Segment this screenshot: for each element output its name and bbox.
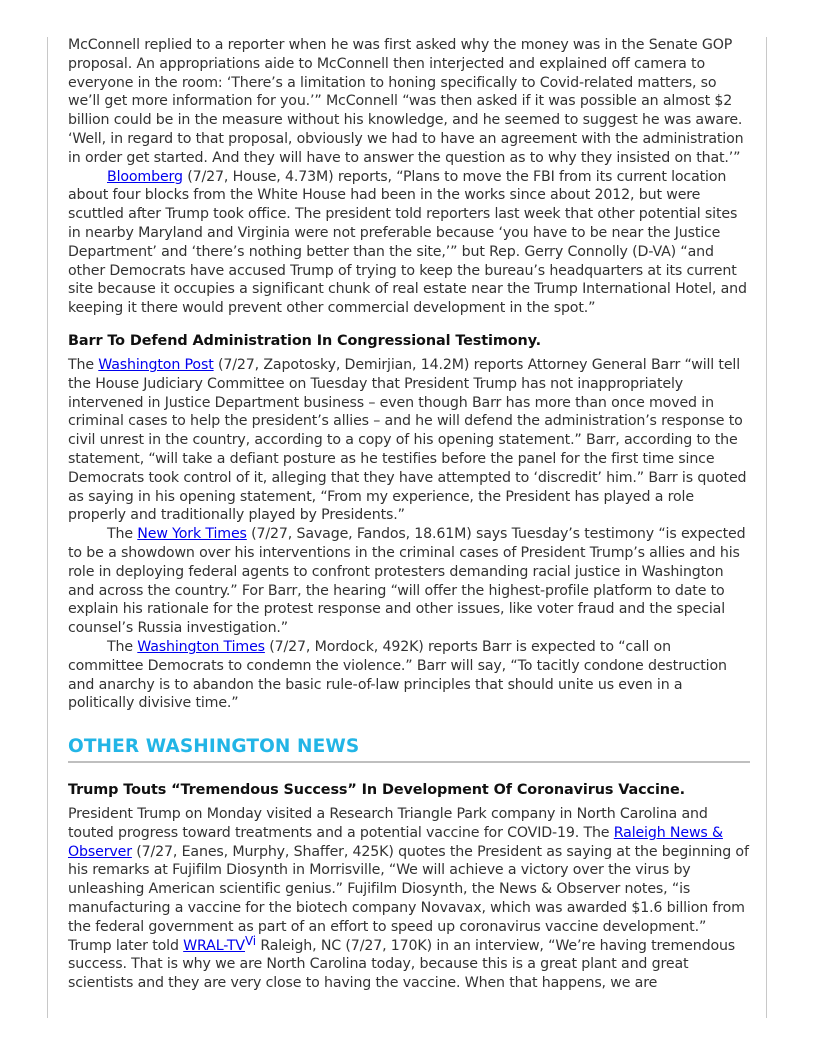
paragraph-prefix: President Trump on Monday visited a Research Triangle Park company in North Carolina and touted progress toward treatments and a potential vaccine for COVID-19. The xyxy=(68,806,708,841)
paragraph-text: (7/27, Mordock, 492K) reports Barr is expected to “call on committee Democrats to condemn the violence.” Barr will say, “To tacitly condone destruction and anarchy is to abandon the basic rule-of-law principles that should unite us even in a politically divisive time.” xyxy=(68,638,727,712)
wral-tv-link[interactable]: WRAL-TV xyxy=(183,937,245,954)
story-paragraph xyxy=(68,525,750,638)
paragraph-prefix: The xyxy=(107,638,138,655)
story-paragraph xyxy=(68,356,750,525)
video-icon[interactable]: Vi xyxy=(244,933,256,948)
story-heading: Trump Touts “Tremendous Success” In Development Of Coronavirus Vaccine. xyxy=(68,782,685,799)
washington-times-link[interactable]: Washington Times xyxy=(137,638,265,655)
story-paragraph xyxy=(68,638,750,713)
bloomberg-link[interactable]: Bloomberg xyxy=(107,168,183,185)
story-paragraph xyxy=(68,168,750,318)
paragraph-prefix: The xyxy=(107,526,138,543)
new-york-times-link[interactable]: New York Times xyxy=(137,526,247,543)
story-paragraph xyxy=(68,805,750,993)
paragraph-text: (7/27, Savage, Fandos, 18.61M) says Tuesday’s testimony “is expected to be a showdown over his interventions in the criminal cases of President Trump’s allies and his role in deploying federal agents to confront protesters demanding racial justice in Washington and across the country.” For Barr, the hearing “will offer the highest-profile platform to date to explain his rationale for the protest response and other issues, like voter fraud and the special counsel’s Russia investigation.” xyxy=(68,526,746,637)
paragraph-text: Raleigh, NC (7/27, 170K) in an interview, “We’re having tremendous success. That is why we are North Carolina today, because this is a great plant and great scientists and they are very close to having the vaccine. When that happens, we are xyxy=(68,937,736,992)
story-heading: Barr To Defend Administration In Congressional Testimony. xyxy=(68,332,542,349)
section-heading: OTHER WASHINGTON NEWS xyxy=(68,736,750,763)
paragraph-text: (7/27, House, 4.73M) reports, “Plans to move the FBI from its current location about four blocks from the White House had been in the works since about 2012, but were scuttled after Trump took office. The president told reporters last week that other potential sites in nearby Maryland and Virginia were not preferable because ‘you have to be near the Justice Department’ and ‘there’s nothing better than the site,’” but Rep. Gerry Connolly (D-VA) “and other Democrats have accused Trump of trying to keep the bureau’s headquarters at its current site because it occupies a significant chunk of real estate near the Trump International Hotel, and keeping it there would prevent other commercial development in the spot.” xyxy=(68,168,747,317)
paragraph-text: (7/27, Zapotosky, Demirjian, 14.2M) reports Attorney General Barr “will tell the House Judiciary Committee on Tuesday that President Trump has not inappropriately intervened in Justice Department business – even though Barr has more than once moved in criminal cases to help the president’s allies – and he will defend the administration’s response to civil unrest in the country, according to a copy of his opening statement.” Barr, according to the statement, “will take a defiant posture as he testifies before the panel for the first time since Democrats took control of it, alleging that they have attempted to ‘discredit’ him.” Barr is quoted as saying in his opening statement, “From my experience, the President has played a role properly and traditionally played by Presidents.” xyxy=(68,356,747,524)
paragraph-text: McConnell replied to a reporter when he was first asked why the money was in the Senate GOP proposal. An appropriations aide to McConnell then interjected and explained off camera to everyone in the room: ‘There’s a limitation to honing specifically to Covid-related matters, so we’ll get more information for you.’” McConnell “was then asked if it was possible an almost $2 billion could be in the measure without his knowledge, and he seemed to suggest he was aware. ‘Well, in regard to that proposal, obviously we had to have an agreement with the administration in order get started. And they will have to answer the question as to why they insisted on that.’” xyxy=(68,37,744,166)
paragraph-text: (7/27, Eanes, Murphy, Shaffer, 425K) quotes the President as saying at the beginning of his remarks at Fujifilm Diosynth in Morrisville, “We will achieve a victory over the virus by unleashing American scientific genius.” Fujifilm Diosynth, the News & Observer notes, “is manufacturing a vaccine for the biotech company Novavax, which was awarded $1.6 billion from the federal government as part of an effort to speed up coronavirus vaccine development.” Trump later told xyxy=(68,843,749,954)
washington-post-link[interactable]: Washington Post xyxy=(98,356,214,373)
raleigh-news-observer-link[interactable]: Raleigh News & Observer xyxy=(68,824,723,860)
newsletter-content xyxy=(68,36,750,993)
story-paragraph xyxy=(68,36,750,168)
paragraph-prefix: The xyxy=(68,356,99,373)
